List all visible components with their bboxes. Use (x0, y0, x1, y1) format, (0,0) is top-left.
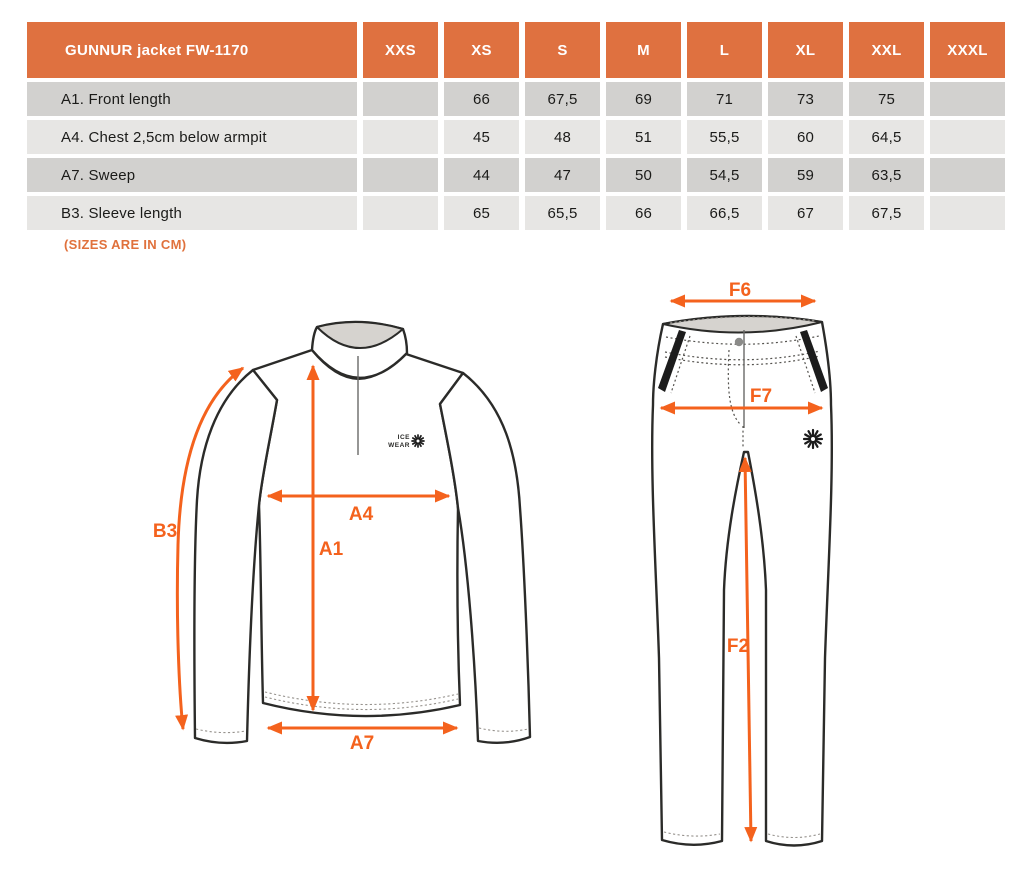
size-column-header-xxs: XXS (363, 22, 438, 78)
sizes-unit-note: (SIZES ARE IN CM) (64, 237, 187, 252)
pants-body (652, 316, 832, 846)
a4-label: A4 (348, 504, 374, 525)
size-value-cell: 50 (606, 158, 681, 192)
logo-text-line2: WEAR (388, 442, 410, 449)
size-value-cell: 55,5 (687, 120, 762, 154)
b3-label: B3 (152, 521, 178, 542)
measurement-label: B3. Sleeve length (27, 196, 357, 230)
size-value-cell: 71 (687, 82, 762, 116)
size-value-cell: 65,5 (525, 196, 600, 230)
size-column-header-s: S (525, 22, 600, 78)
size-value-cell: 65 (444, 196, 519, 230)
f6-label: F6 (728, 280, 752, 301)
a7-label: A7 (349, 733, 375, 754)
size-value-cell: 66,5 (687, 196, 762, 230)
pants-drawing (652, 280, 832, 846)
size-value-cell: 67,5 (525, 82, 600, 116)
size-value-cell: 44 (444, 158, 519, 192)
measurement-label: A1. Front length (27, 82, 357, 116)
size-value-cell: 64,5 (849, 120, 924, 154)
measurement-label: A7. Sweep (27, 158, 357, 192)
logo-text-line1: ICE (397, 434, 410, 441)
size-column-header-xxl: XXL (849, 22, 924, 78)
size-value-cell: 59 (768, 158, 843, 192)
f2-label: F2 (726, 636, 750, 657)
size-value-cell: 51 (606, 120, 681, 154)
size-value-cell: 73 (768, 82, 843, 116)
measurement-label: A4. Chest 2,5cm below armpit (27, 120, 357, 154)
size-value-cell: 60 (768, 120, 843, 154)
a1-label: A1 (318, 539, 344, 560)
size-column-header-xs: XS (444, 22, 519, 78)
size-value-cell: 67 (768, 196, 843, 230)
size-value-cell: 75 (849, 82, 924, 116)
size-value-cell: 45 (444, 120, 519, 154)
size-value-cell: 66 (444, 82, 519, 116)
jacket-drawing (153, 322, 530, 754)
size-column-header-xl: XL (768, 22, 843, 78)
f7-label: F7 (749, 386, 773, 407)
size-value-cell: 54,5 (687, 158, 762, 192)
size-column-header-l: L (687, 22, 762, 78)
size-value-cell: 63,5 (849, 158, 924, 192)
size-column-header-m: M (606, 22, 681, 78)
table-title: GUNNUR jacket FW-1170 (27, 22, 357, 78)
size-value-cell: 69 (606, 82, 681, 116)
waist-button (735, 338, 743, 346)
size-value-cell: 47 (525, 158, 600, 192)
size-value-cell: 66 (606, 196, 681, 230)
size-value-cell: 67,5 (849, 196, 924, 230)
size-column-header-xxxl: XXXL (930, 22, 1005, 78)
size-value-cell: 48 (525, 120, 600, 154)
